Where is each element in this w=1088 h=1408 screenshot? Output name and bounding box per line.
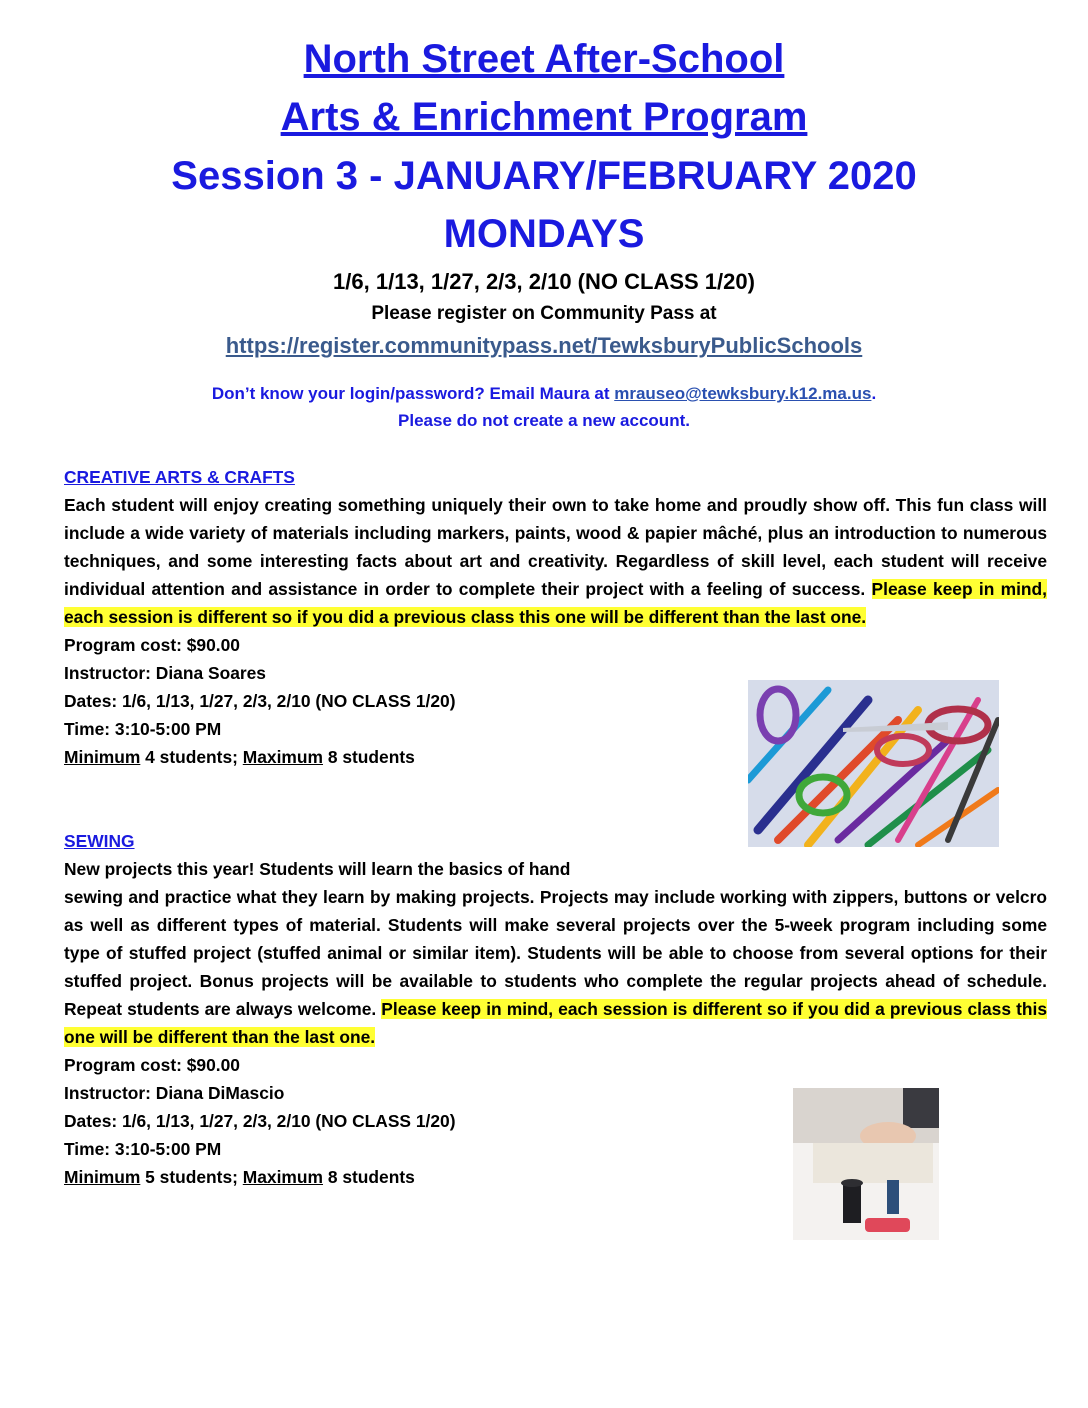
register-link[interactable]: https://register.communitypass.net/TewksburyPublicSchools — [225, 333, 863, 358]
sewing-body: sewing and practice what they learn by making projects. Projects may include working with zippers, buttons or velcro as well as different types of material. Students will make several projects over the 5-week program including some type of stuffed project (stuffed animal or similar item). Students will be able to choose from several options for their stuffed project. Bonus projects will be available to students who complete the regular projects ahead of schedule. Repeat students are always welcome. — [64, 887, 1047, 1019]
max-label: Maximum — [242, 747, 323, 767]
sewing-description — [64, 883, 1047, 1051]
sewing-cost: Program cost: $90.00 — [64, 1055, 240, 1075]
sewing-instructor: Instructor: Diana DiMascio — [64, 1083, 285, 1103]
contact-suffix: . — [871, 384, 877, 403]
creative-arts-body: Each student will enjoy creating something uniquely their own to take home and proudly show off. This fun class will include a wide variety of materials including markers, paints, wood & papier mâché, plus an introduction to numerous techniques, and some interesting facts about art and creativity. Regardless of skill level, each student will receive individual attention and assistance in order to complete their project with a feeling of success. — [64, 495, 1047, 599]
art-supplies-image — [748, 680, 999, 847]
sewing-description-first-line: New projects this year! Students will learn the basics of hand — [64, 859, 571, 879]
register-text: Please register on Community Pass at — [371, 303, 717, 324]
sewing-highlight: Please keep in mind, each session is different so if you did a previous class this one will be different than the last one. — [64, 999, 1047, 1047]
creative-arts-highlight: Please keep in mind, each session is different so if you did a previous class this one will be different than the last one. — [64, 579, 1047, 627]
no-new-account-note: Please do not create a new account. — [398, 411, 690, 430]
title-line-1: North Street After-School — [303, 37, 785, 81]
sewing-time: Time: 3:10-5:00 PM — [64, 1139, 222, 1159]
sewing-title[interactable]: SEWING — [64, 831, 135, 851]
contact-line — [0, 380, 1088, 408]
sewing-dates: Dates: 1/6, 1/13, 1/27, 2/3, 2/10 (NO CLASS 1/20) — [64, 1111, 456, 1131]
max-label: Maximum — [242, 1167, 323, 1187]
min-text: 4 students; — [140, 747, 243, 767]
max-text: 8 students — [322, 747, 415, 767]
creative-arts-time: Time: 3:10-5:00 PM — [64, 719, 222, 739]
sewing-image — [793, 1088, 939, 1240]
session-title: Session 3 - JANUARY/FEBRUARY 2020 — [171, 154, 917, 198]
session-dates: 1/6, 1/13, 1/27, 2/3, 2/10 (NO CLASS 1/20) — [333, 269, 755, 294]
min-text: 5 students; — [140, 1167, 243, 1187]
max-text: 8 students — [322, 1167, 415, 1187]
day-title: MONDAYS — [443, 212, 645, 256]
creative-arts-title[interactable]: CREATIVE ARTS & CRAFTS — [64, 467, 295, 487]
creative-arts-description — [64, 491, 1047, 631]
contact-email-link[interactable]: mrauseo@tewksbury.k12.ma.us — [614, 384, 872, 403]
creative-arts-dates: Dates: 1/6, 1/13, 1/27, 2/3, 2/10 (NO CLASS 1/20) — [64, 691, 456, 711]
creative-arts-cost: Program cost: $90.00 — [64, 635, 240, 655]
title-line-2: Arts & Enrichment Program — [280, 95, 808, 139]
creative-arts-instructor: Instructor: Diana Soares — [64, 663, 266, 683]
min-label: Minimum — [64, 747, 141, 767]
min-label: Minimum — [64, 1167, 141, 1187]
contact-prefix: Don’t know your login/password? Email Maura at — [211, 384, 615, 403]
